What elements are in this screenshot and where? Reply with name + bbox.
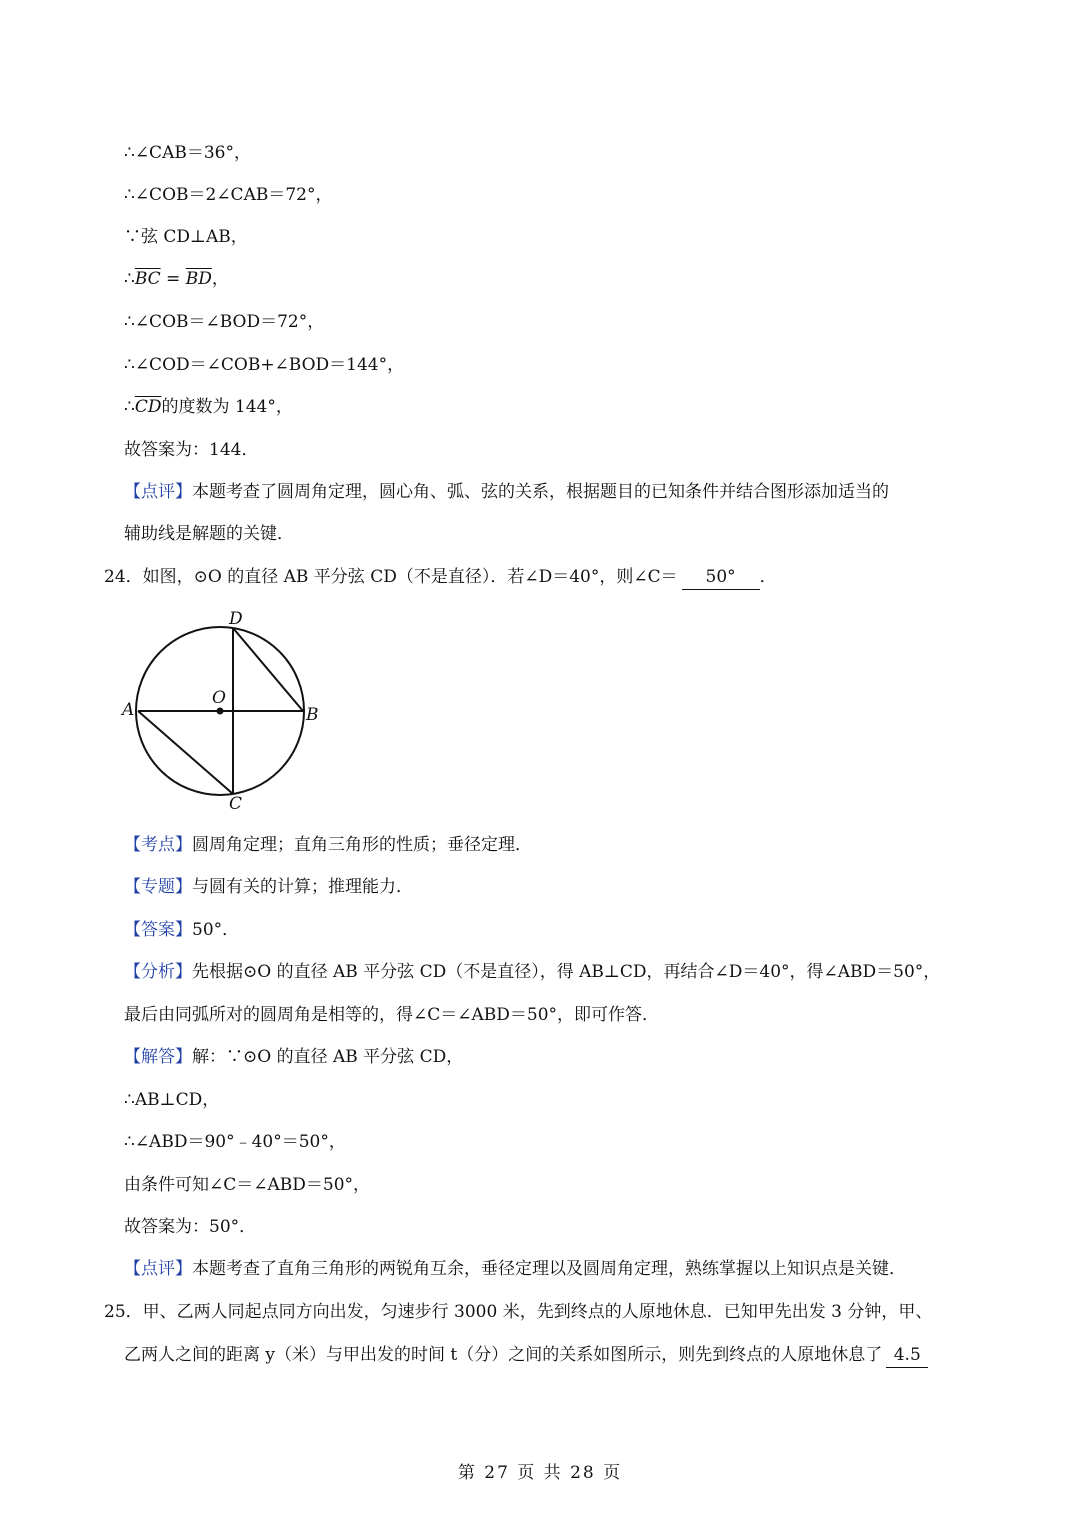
zhuanti-tag: 【专题】 [124, 877, 192, 897]
segment-ac [138, 711, 233, 794]
daan-line [124, 918, 239, 942]
solution-line: ∴∠COB＝2∠CAB＝72°， [124, 185, 333, 205]
zhuanti-text: 与圆有关的计算；推理能力． [192, 877, 413, 897]
label-c: C [229, 794, 243, 814]
label-d: D [229, 609, 243, 629]
therefore-symbol: ∴ [124, 397, 135, 417]
circle-figure [115, 605, 335, 820]
label-o: O [212, 688, 226, 708]
page-footer: 第 27 页 共 28 页 [457, 1463, 623, 1483]
solution-line: ∴∠ABD＝90°﹣40°＝50°， [124, 1132, 346, 1152]
review-tag: 【点评】 [124, 482, 192, 502]
answer-blank: 4.5 [886, 1343, 928, 1368]
watermark [364, 514, 716, 799]
jieda-text: 解：∵⊙O 的直径 AB 平分弦 CD， [192, 1047, 464, 1067]
daan-tag: 【答案】 [124, 920, 192, 940]
question-25: 25．甲、乙两人同起点同方向出发，匀速步行 3000 米，先到终点的人原地休息．已知甲先出发 3 分钟，甲、 [104, 1302, 933, 1322]
dianping-text: 本题考查了直角三角形的两锐角互余，垂径定理以及圆周角定理，熟练掌握以上知识点是关键． [192, 1259, 906, 1279]
fenxi-tag: 【分析】 [124, 962, 192, 982]
line-text: 的度数为 144°， [161, 397, 293, 417]
arc-cd: $\overline{CD}$ [134, 397, 162, 417]
answer-blank: 50° [682, 565, 760, 590]
solution-line-arc-cd [124, 395, 293, 419]
review-line [124, 480, 889, 504]
kaodian-text: 圆周角定理；直角三角形的性质；垂径定理． [192, 835, 532, 855]
solution-line: ∴∠CAB＝36°， [124, 143, 251, 163]
question-end: ． [759, 567, 777, 587]
question-25-line2 [124, 1343, 928, 1368]
fenxi-line [124, 960, 940, 984]
arc-bc: $\overline{BC}$ [134, 269, 161, 289]
review-text: 本题考查了圆周角定理，圆心角、弧、弦的关系，根据题目的已知条件并结合图形添加适当的 [192, 482, 889, 502]
question-24 [104, 565, 777, 590]
equals-sign: = [160, 269, 186, 289]
therefore-symbol: ∴ [124, 269, 135, 289]
daan-text: 50°． [192, 920, 240, 940]
question-text: 24．如图，⊙O 的直径 AB 平分弦 CD（不是直径）．若∠D＝40°，则∠C＝ [104, 567, 678, 587]
line-end: ， [211, 269, 229, 289]
solution-line: ∴∠COD＝∠COB+∠BOD＝144°， [124, 355, 405, 375]
solution-line: ∴∠COB＝∠BOD＝72°， [124, 312, 325, 332]
arc-bd: $\overline{BD}$ [185, 269, 212, 289]
question-text: 乙两人之间的距离 y（米）与甲出发的时间 t（分）之间的关系如图所示，则先到终点的人原地休息了 [124, 1345, 883, 1365]
solution-line: 故答案为：50°． [124, 1217, 257, 1237]
solution-line: 故答案为：144． [124, 440, 259, 460]
fenxi-text: 先根据⊙O 的直径 AB 平分弦 CD（不是直径），得 AB⊥CD，再结合∠D＝40°，得∠ABD＝50°， [192, 962, 941, 982]
solution-line: ∵弦 CD⊥AB， [124, 227, 248, 247]
dianping-line [124, 1257, 906, 1281]
solution-line: ∴AB⊥CD， [124, 1090, 220, 1110]
dianping-tag: 【点评】 [124, 1259, 192, 1279]
kaodian-tag: 【考点】 [124, 835, 192, 855]
fenxi-line: 最后由同弧所对的圆周角是相等的，得∠C＝∠ABD＝50°，即可作答． [124, 1005, 660, 1025]
jieda-line [124, 1045, 463, 1069]
label-a: A [122, 700, 135, 720]
label-b: B [306, 705, 319, 725]
solution-line: 由条件可知∠C＝∠ABD＝50°， [124, 1175, 371, 1195]
solution-line-arcs [124, 267, 229, 291]
zhuanti-line [124, 875, 413, 899]
center-point [217, 708, 224, 715]
jieda-tag: 【解答】 [124, 1047, 192, 1067]
review-line: 辅助线是解题的关键． [124, 524, 294, 544]
kaodian-line [124, 833, 532, 857]
